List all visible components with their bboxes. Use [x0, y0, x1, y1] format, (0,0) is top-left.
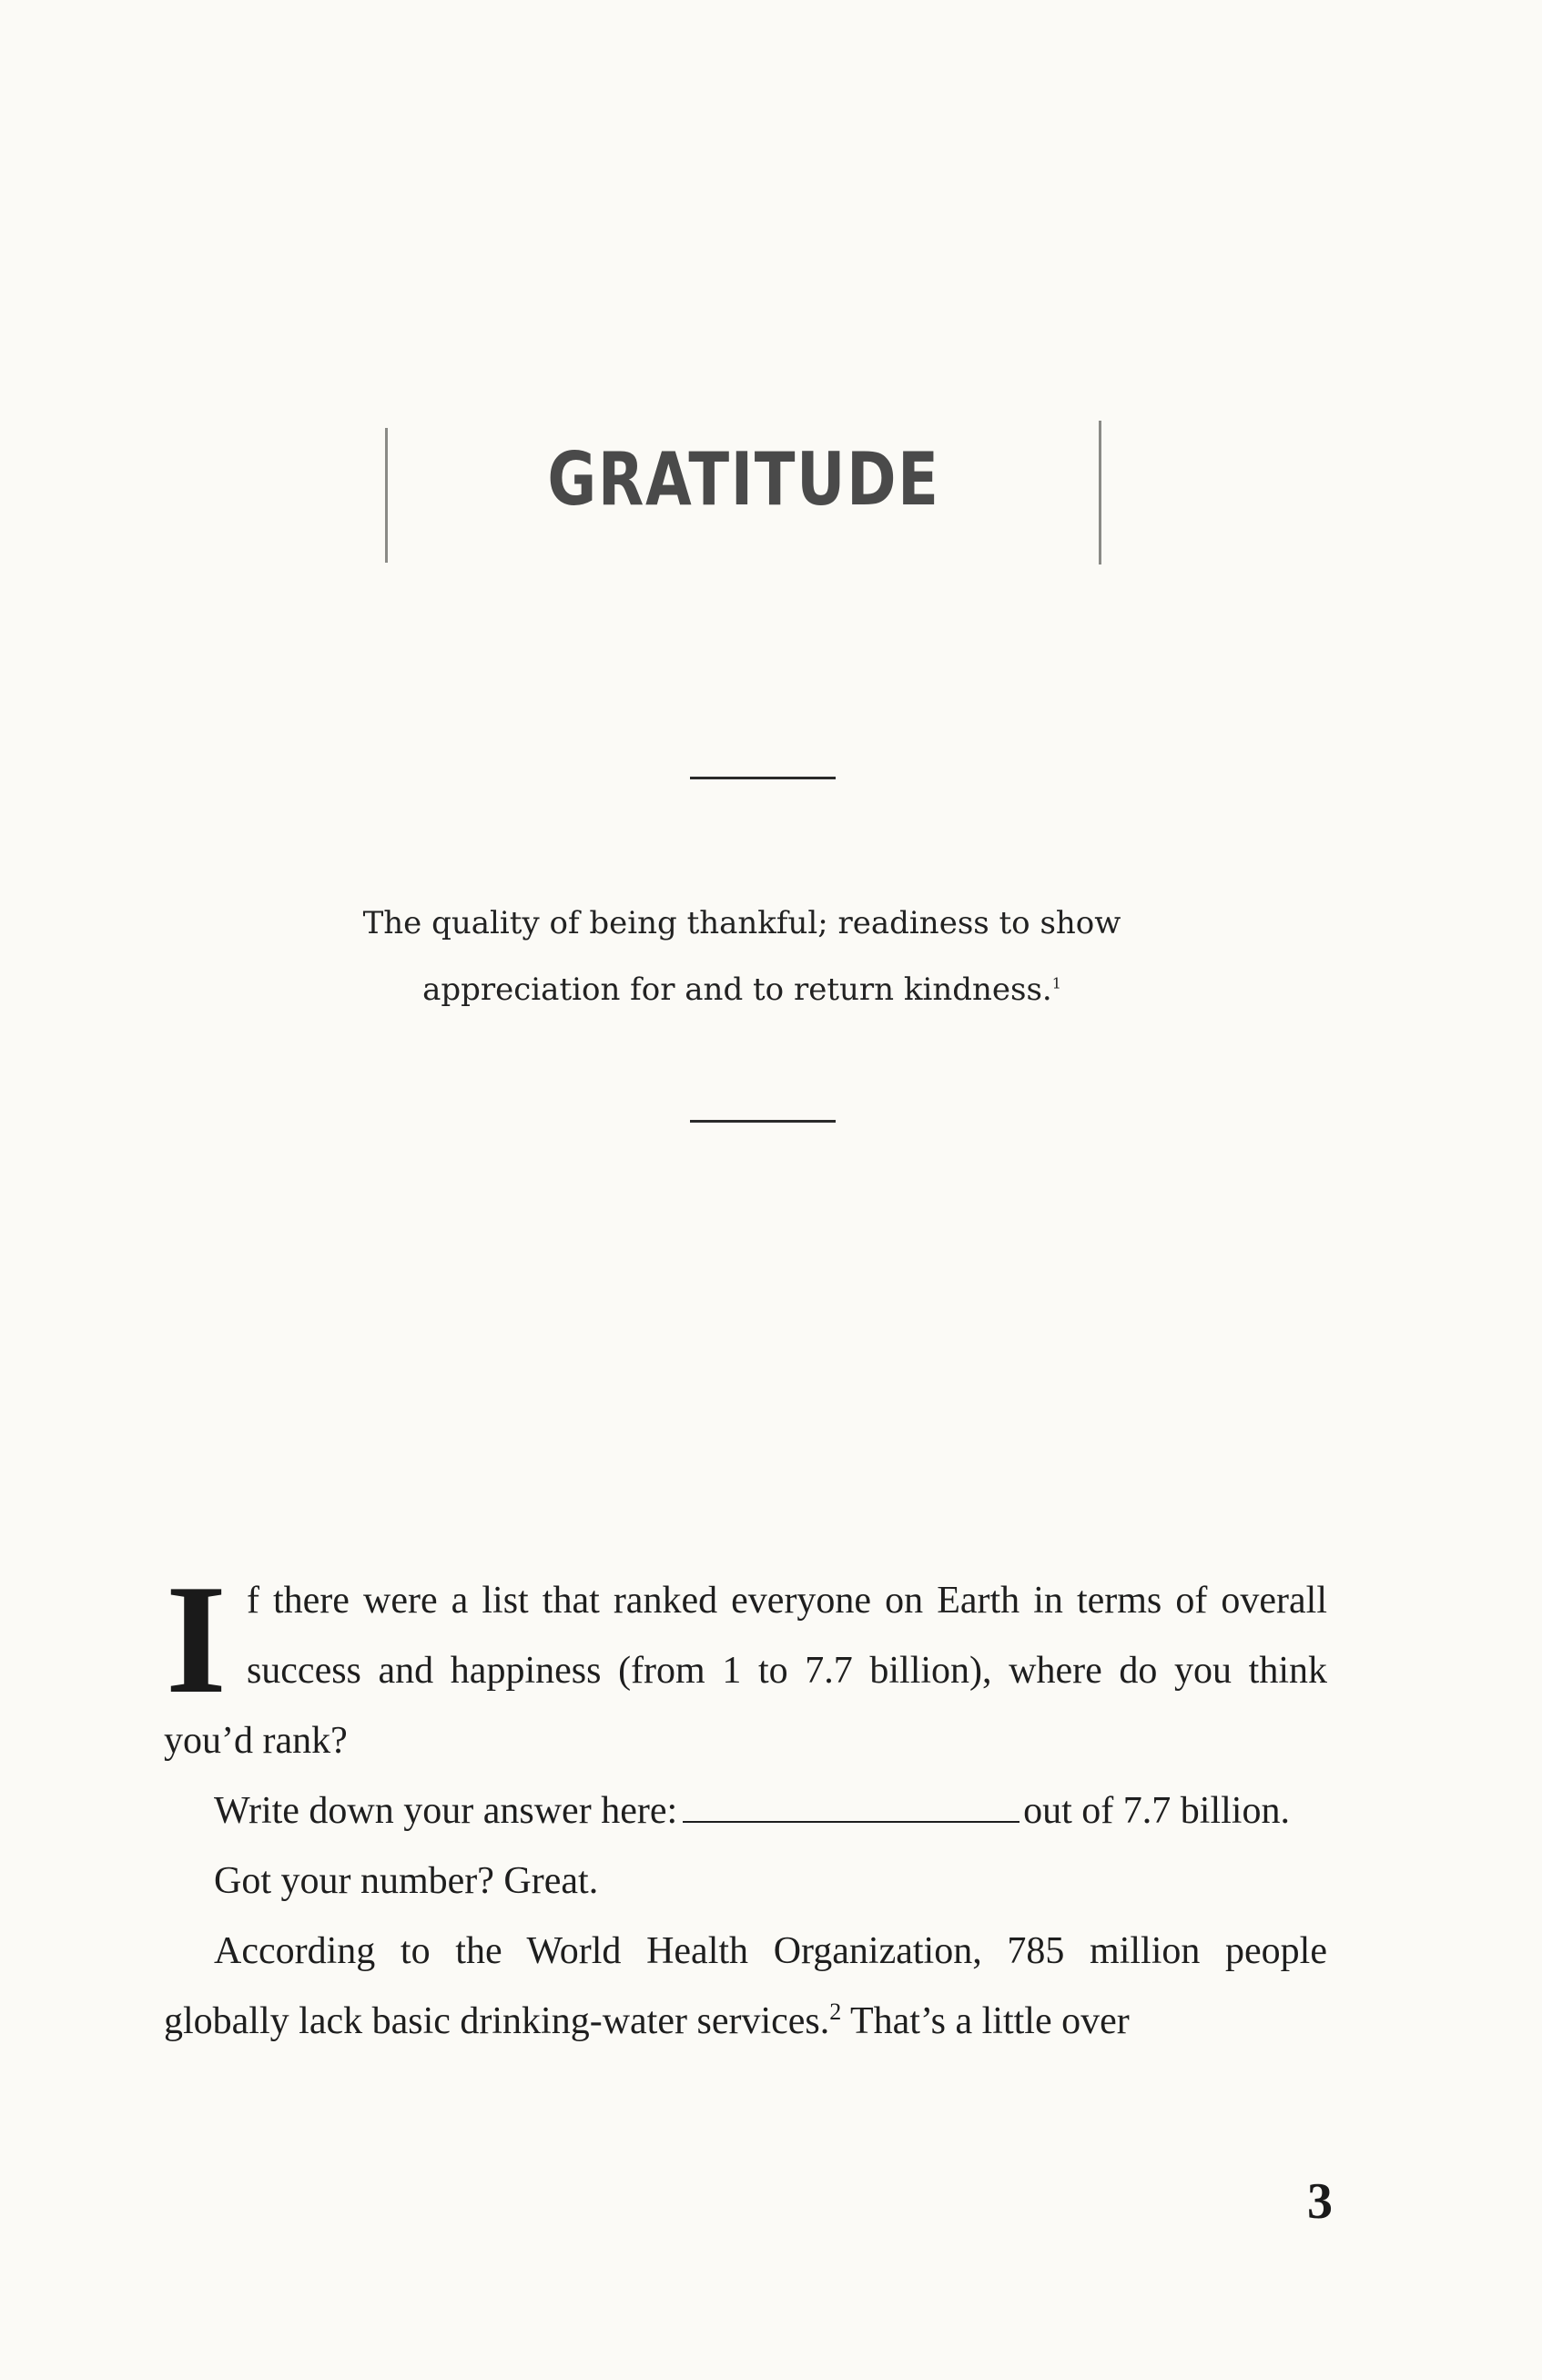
top-divider-rule [690, 777, 836, 779]
paragraph-4: According to the World Health Organization, 785 million people globally lack basic drinking-water services.$^2$ That’s a little over [164, 1930, 1327, 2042]
paragraph-3: Got your number? Great. [214, 1860, 599, 1902]
answer-blank-line [683, 1790, 1020, 1823]
definition-line-2: appreciation for and to return kindness.$^1$ [422, 971, 1061, 1008]
footnote-ref-2[interactable]: 2 [829, 1999, 842, 2025]
paragraph-2: Write down your answer here: out of 7.7 billion. [214, 1790, 1290, 1832]
drop-cap: I [166, 1553, 227, 1726]
body-text [164, 1553, 1327, 2057]
paragraph-1: If there were a list that ranked everyone on Earth in terms of overall success and happiness (from 1 to 7.7 billion), where do you think you’d rank? [164, 1553, 1327, 1762]
bottom-divider-rule [690, 1120, 836, 1123]
page-number: 3 [1307, 2173, 1333, 2230]
definition-footnote-ref[interactable]: 1 [1051, 974, 1061, 992]
definition-line-1: The quality of being thankful; readiness to show [362, 905, 1121, 941]
chapter-title: GRATITUDE [547, 437, 940, 522]
definition-block [228, 890, 1256, 1023]
